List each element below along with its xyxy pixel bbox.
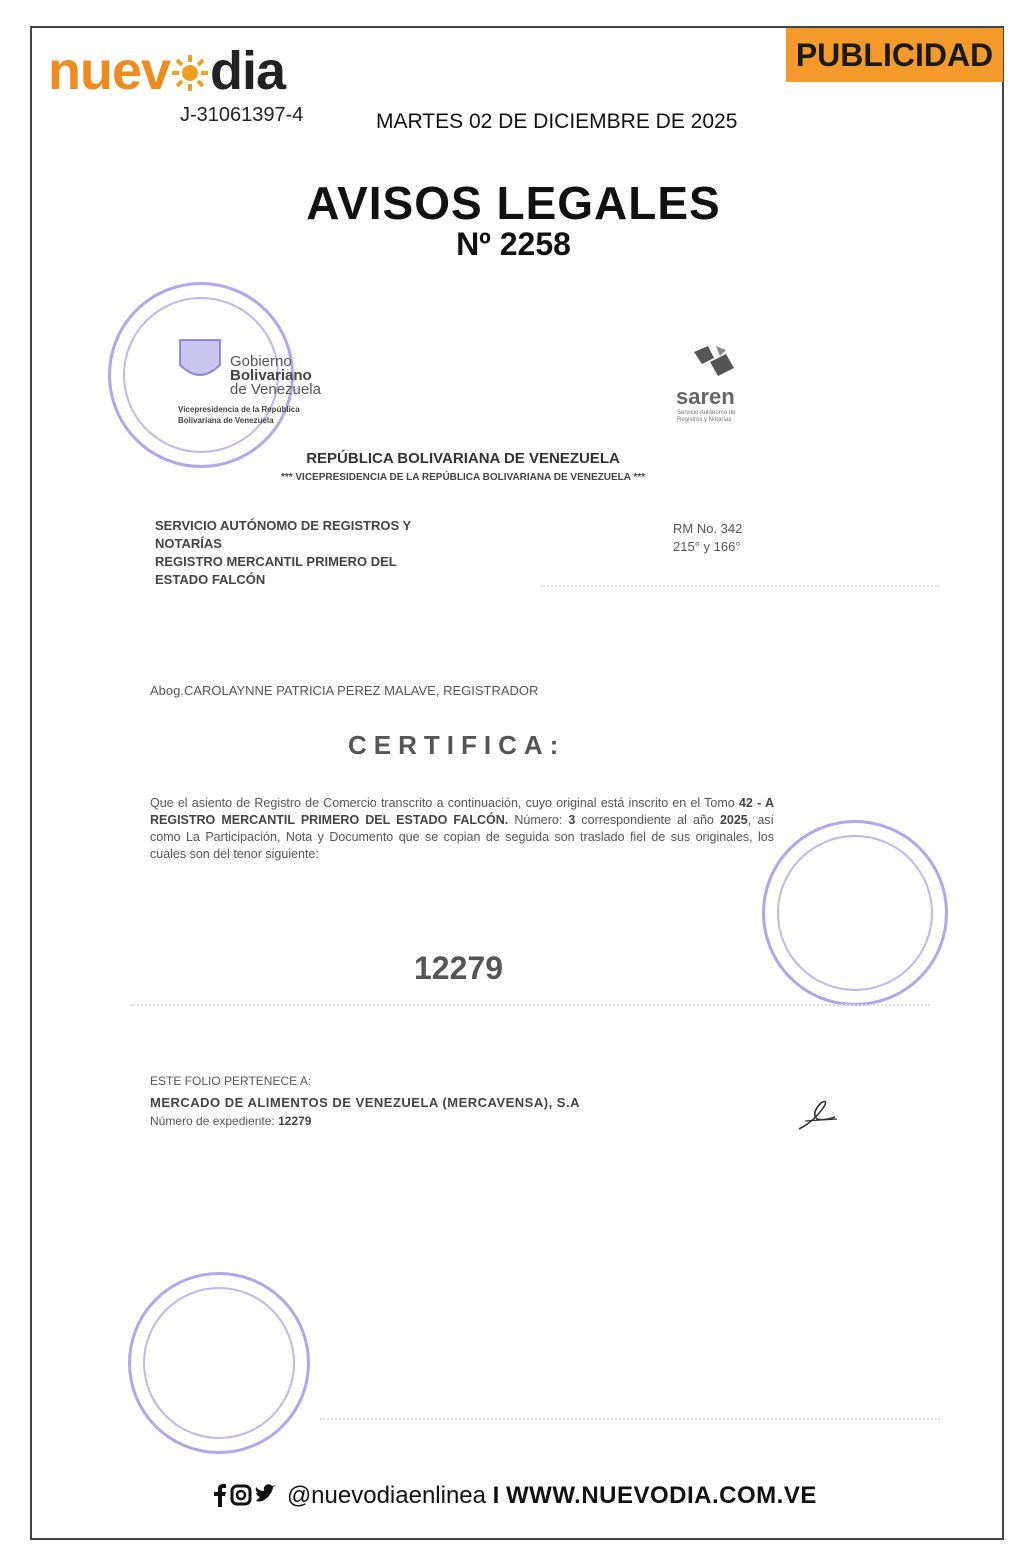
expediente-line: Número de expediente: 12279 — [150, 1114, 312, 1128]
company-name: MERCADO DE ALIMENTOS DE VENEZUELA (MERCAVENSA), S.A — [150, 1095, 580, 1110]
registry-office: SERVICIO AUTÓNOMO DE REGISTROS Y NOTARÍAS REGISTRO MERCANTIL PRIMERO DEL ESTADO FALCÓN — [155, 518, 412, 587]
coat-of-arms-icon — [170, 330, 230, 390]
edition-number: Nº 2258 — [456, 226, 571, 262]
website-link[interactable]: WWW.NUEVODIA.COM.VE — [506, 1482, 817, 1509]
official-seal-bottom — [128, 1272, 310, 1454]
dotted-divider — [540, 585, 940, 587]
gobierno-bolivariano-logo: Gobierno Bolivariano de Venezuela — [230, 353, 321, 398]
social-icons — [210, 1483, 276, 1507]
footer-separator: I — [492, 1482, 500, 1509]
publication-date: MARTES 02 DE DICIEMBRE DE 2025 — [376, 110, 738, 133]
saren-subtitle: Servicio Autónomo de Registros y Notarías — [677, 410, 736, 423]
sun-icon — [170, 53, 210, 93]
social-handle[interactable]: @nuevodiaenlinea — [286, 1482, 486, 1509]
publicidad-badge: PUBLICIDAD — [786, 28, 1003, 82]
vicepresidencia-label: Vicepresidencia de la República Bolivariana de Venezuela — [178, 405, 300, 425]
registrar-name: Abog.CAROLAYNNE PATRICIA PEREZ MALAVE, REGISTRADOR — [150, 683, 539, 698]
vicepresidencia-heading: *** VICEPRESIDENCIA DE LA REPÚBLICA BOLIVARIANA DE VENEZUELA *** — [280, 472, 646, 483]
certification-paragraph: Que el asiento de Registro de Comercio transcrito a continuación, cuyo original está inscrito en el Tomo 42 - A REGISTRO MERCANTIL PRIMERO DEL ESTADO FALCÓN. Número: 3 correspondiente al año 2025, así como La Participación, Nota y Documento que se copian de seguida son traslado fiel de sus originales, los cuales son del tenor siguiente: — [150, 796, 775, 861]
folio-label: ESTE FOLIO PERTENECE A: — [150, 1074, 312, 1088]
saren-logo-text: saren — [676, 384, 735, 409]
footer — [0, 1482, 1027, 1510]
republica-heading: REPÚBLICA BOLIVARIANA DE VENEZUELA — [306, 450, 620, 467]
registry-number: RM No. 342 215° y 166° — [673, 521, 743, 554]
dotted-divider — [320, 1418, 940, 1420]
signature-mark — [795, 1095, 845, 1135]
certifica-heading: CERTIFICA: — [348, 730, 566, 760]
page-title: AVISOS LEGALES — [306, 177, 721, 229]
nuevodia-logo: nuev dia — [48, 41, 286, 101]
official-seal-right — [762, 820, 948, 1006]
saren-logo-icon — [690, 344, 738, 384]
rif-number: J-31061397-4 — [180, 104, 304, 126]
expediente-number-large: 12279 — [414, 950, 503, 986]
dotted-divider — [130, 1004, 930, 1006]
